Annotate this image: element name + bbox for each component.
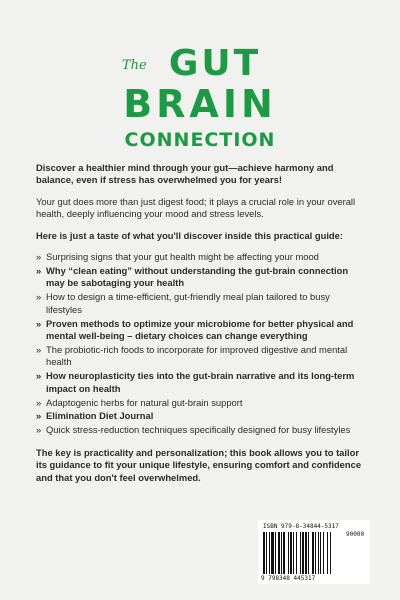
list-item-text: The probiotic-rich foods to incorporate for improved digestive and mental health (46, 343, 348, 368)
bullet-marker-icon: » (36, 264, 42, 276)
list-item (36, 424, 368, 436)
bullet-marker-icon: » (36, 317, 42, 329)
bullet-marker-icon: » (36, 424, 42, 436)
list-item-text: Surprising signs that your gut health might be affecting your mood (46, 251, 319, 263)
list-intro: Here is just a taste of what you'll discover inside this practical guide: (36, 229, 343, 241)
list-item-text: How neuroplasticity ties into the gut-brain narrative and its long-term impact on health (46, 370, 355, 394)
barcode-icon (263, 532, 343, 574)
list-item-text: Why “clean eating” without understanding the gut-brain connection may be sabotaging your health (46, 264, 349, 289)
benefit-list (36, 251, 368, 437)
closing-paragraph: The key is practicality and personalization; this book allows you to tailor its guidance to fit your unique lifestyle, ensuring comfort and confidence and that you don't feel overwhelmed. (36, 446, 362, 483)
title-brain: BRAIN (123, 82, 277, 126)
list-item (36, 397, 368, 409)
list-item-text: Quick stress-reduction techniques specifically designed for busy lifestyles (46, 424, 351, 436)
title-block (0, 40, 400, 160)
intro-paragraph: Discover a healthier mind through your gut—achieve harmony and balance, even if stress has overwhelmed you for years! (36, 162, 334, 186)
isbn-text: ISBN 979-8-34844-5317 (263, 523, 339, 530)
list-item (36, 410, 368, 422)
list-item (36, 370, 368, 395)
list-item (36, 318, 368, 343)
bullet-marker-icon: » (36, 370, 42, 382)
bullet-marker-icon: » (36, 251, 42, 263)
bullet-marker-icon: » (36, 396, 42, 408)
list-item-text: Elimination Diet Journal (46, 410, 154, 422)
list-item (36, 265, 368, 290)
bullet-marker-icon: » (36, 343, 42, 355)
price-code: 90000 (346, 531, 365, 538)
list-item (36, 344, 368, 369)
list-item (36, 251, 368, 263)
bullet-marker-icon: » (36, 410, 42, 422)
description-paragraph: Your gut does more than just digest food; it plays a crucial role in your overall health, deeply influencing your mood and stress levels. (36, 195, 356, 220)
title-the: The (122, 58, 147, 73)
title-gut: GUT (168, 43, 262, 84)
list-item-text: Adaptogenic herbs for natural gut-brain support (46, 396, 243, 408)
list-item (36, 291, 368, 316)
title-connection: CONNECTION (124, 129, 276, 151)
ean-digits: 9 798348 445317 (261, 575, 316, 582)
barcode-box (258, 520, 370, 584)
bullet-marker-icon: » (36, 291, 42, 303)
list-item-text: Proven methods to optimize your microbiome for better physical and mental well-being – dietary choices can change everything (46, 317, 354, 341)
blurb (36, 162, 368, 493)
list-item-text: How to design a time-efficient, gut-friendly meal plan tailored to busy lifestyles (46, 291, 330, 315)
